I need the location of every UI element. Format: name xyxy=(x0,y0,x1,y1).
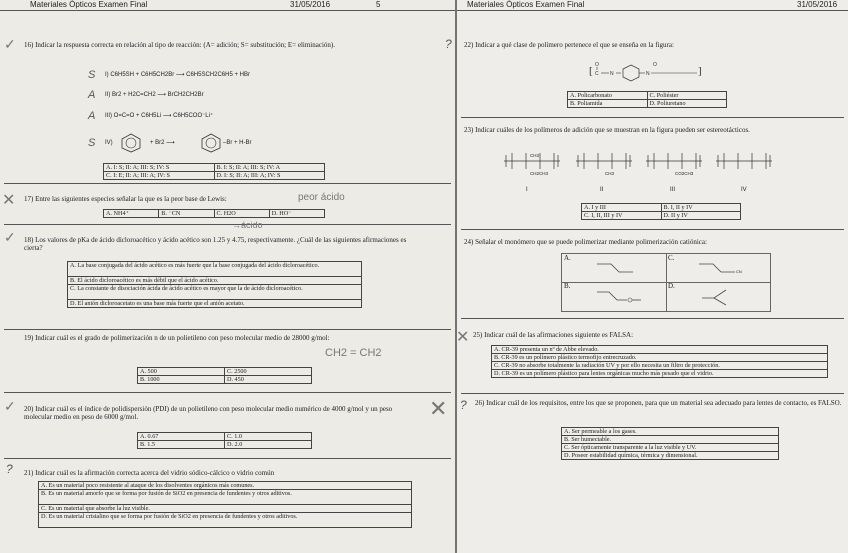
divider xyxy=(461,393,844,394)
option-c[interactable]: C. Es un material que absorbe la luz visible. xyxy=(39,505,411,513)
option-b[interactable]: B. Es un material amorfo que se forma por fusión de SiO2 en presencia de fundentes y otros aditivos. xyxy=(39,490,411,505)
substituent-label: CH3 xyxy=(605,171,615,176)
divider xyxy=(4,329,451,330)
option-a[interactable]: A. NH4⁺ xyxy=(104,210,159,218)
option-a[interactable]: A. Policarbonato xyxy=(568,92,648,100)
option-b[interactable]: B. I, II y IV xyxy=(661,204,741,212)
option-b[interactable]: B. Ser humectable. xyxy=(562,436,778,444)
option-d[interactable]: D. 450 xyxy=(225,376,312,384)
check-mark: ✓ xyxy=(4,229,16,245)
exam-title: Materiales Ópticos Examen Final xyxy=(467,0,585,9)
question-mark: ? xyxy=(445,37,452,51)
polymer-structure-icon xyxy=(587,58,717,84)
option-d[interactable]: D. I: S; II: A; III: A; IV: S xyxy=(214,172,325,180)
option-b[interactable]: B. 1000 xyxy=(138,376,225,384)
option-b[interactable]: B. 1.5 xyxy=(138,441,225,449)
option-d[interactable]: D. CR-39 es un polímero plástico para lentes orgánicas mucho más pesado que el vidrio. xyxy=(494,370,714,377)
nitrile-label: CN xyxy=(736,269,742,274)
reaction-iii: III) O=C=O + C6H5Li ⟶ C6H5COO⁻Li⁺ xyxy=(105,113,214,119)
option-b[interactable]: B. I: S; II: A; III: S; IV: A xyxy=(214,164,325,172)
handwritten-note: CH2 = CH2 xyxy=(325,347,382,359)
option-a[interactable]: A. Es un material poco resistente al ataque de los disolventes orgánicos más comunes. xyxy=(39,482,411,490)
question-mark: ? xyxy=(460,398,467,412)
monomer-d-icon xyxy=(700,288,734,306)
option-b[interactable]: B. xyxy=(564,282,571,290)
question-24-text: 24) Señalar el monómero que se puede polimerizar mediante polimerización catiónica: xyxy=(464,238,707,246)
question-21-text: 21) Indicar cuál es la afirmación correcta acerca del vidrio sódico-cálcico o vidrio común xyxy=(24,469,275,477)
check-mark: ✓ xyxy=(4,36,16,52)
question-20-text: 20) Indicar cuál es el índice de polidispersión (PDI) de un polietileno con peso molecular medio numérico de 4000 g/mol y un peso molecular medio en peso de 6000 g/mol. xyxy=(24,405,393,421)
q25-options xyxy=(491,345,828,378)
svg-text:N: N xyxy=(646,71,650,77)
option-d[interactable]: D. Poseer estabilidad química, térmica y dimensional. xyxy=(564,452,698,459)
handwritten-note: peor ácido xyxy=(298,192,345,203)
monomer-b-icon xyxy=(595,288,645,306)
q20-options xyxy=(137,432,312,449)
handwritten-note: →ácido xyxy=(232,220,263,230)
option-a[interactable]: A. CR-39 presenta un nº de Abbe elevado. xyxy=(492,346,827,354)
reaction-iv-label: IV) xyxy=(105,140,113,146)
option-c[interactable]: C. 1.0 xyxy=(225,433,312,441)
question-19-text: 19) Indicar cuál es el grado de polimerización n de un polietileno con peso molecular medio de 28000 g/mol: xyxy=(24,334,330,342)
exam-title: Materiales Ópticos Examen Final xyxy=(30,0,148,9)
benzene-ring-icon xyxy=(120,133,142,153)
exam-date: 31/05/2016 xyxy=(290,0,331,9)
option-c[interactable]: C. Ser ópticamente transparente a la luz visible y UV. xyxy=(562,444,778,452)
svg-text:]: ] xyxy=(698,65,702,77)
cross-mark: ✕ xyxy=(2,192,16,209)
option-c[interactable]: C. I, II, III y IV xyxy=(582,212,662,220)
option-a[interactable]: A. I y III xyxy=(582,204,662,212)
exam-date: 31/05/2016 xyxy=(797,0,838,9)
divider xyxy=(461,229,844,230)
option-c[interactable]: C. xyxy=(668,254,675,262)
structure-label: III xyxy=(670,187,676,193)
option-d[interactable]: D. El anión dicloroacetato es una base más fuerte que el anión acetato. xyxy=(70,300,245,307)
option-d[interactable]: D. HO⁻ xyxy=(269,210,324,218)
divider xyxy=(4,183,451,184)
answer-mark: S xyxy=(88,69,96,81)
page-header xyxy=(457,0,848,11)
option-d[interactable]: D. xyxy=(668,282,675,290)
question-18-text: 18) Los valores de pKa de ácido dicloroacético y ácido acético son 1.25 y 4.75, respectivamente. ¿Cuál de las siguientes afirmaciones es cierta? xyxy=(24,236,407,252)
q21-options xyxy=(38,481,412,528)
substituent-label: CO2CH3 xyxy=(675,171,694,176)
page-header xyxy=(0,0,455,11)
option-a[interactable]: A. Ser permeable a los gases. xyxy=(562,428,778,436)
structure-label: I xyxy=(526,187,528,193)
answer-mark: S xyxy=(88,137,96,149)
option-c[interactable]: C. I: E; II: A; III: A; IV: S xyxy=(104,172,215,180)
question-26-text: 26) Indicar cuál de los requisitos, entre los que se proponen, para que un material sea adecuado para lentes de contacto, es FALSO. xyxy=(475,399,842,407)
question-22-text: 22) Indicar a qué clase de polímero pertenece el que se enseña en la figura: xyxy=(464,41,674,49)
divider xyxy=(4,458,451,459)
q23-options xyxy=(581,203,741,220)
option-c[interactable]: C. 2500 xyxy=(225,368,312,376)
page-number: 5 xyxy=(376,0,381,9)
option-c[interactable]: C. Poliéster xyxy=(647,92,727,100)
structure-label: II xyxy=(600,187,604,193)
q19-options xyxy=(137,367,312,384)
question-17-text: 17) Entre las siguientes especies señalar la que es la peor base de Lewis: xyxy=(24,195,227,203)
question-25-text: 25) Indicar cuál de las afirmaciones siguiente es FALSA: xyxy=(473,331,634,339)
reaction-iv-reagent: + Br2 ⟶ xyxy=(150,140,175,146)
reaction-i: I) C6H5SH + C6H5CH2Br ⟶ C6H5SCH2C6H5 + HBr xyxy=(105,72,250,78)
check-mark: ✓ xyxy=(4,398,16,414)
cross-mark: ✕ xyxy=(456,329,470,346)
option-d[interactable]: D. 2.0 xyxy=(225,441,312,449)
substituent-label: CH3 xyxy=(530,153,540,158)
monomer-a-icon xyxy=(595,260,635,278)
polymer-chains-figure xyxy=(502,141,792,187)
benzene-ring-icon xyxy=(200,133,222,153)
option-b[interactable]: B. Poliamida xyxy=(568,100,648,108)
q26-options xyxy=(561,427,779,460)
question-mark: ? xyxy=(6,462,13,476)
divider xyxy=(4,392,451,393)
option-d[interactable]: D. Poliuretano xyxy=(647,100,727,108)
option-c[interactable]: C. CR-39 no absorbe totalmente la radiación UV y por ello necesita un filtro de protección. xyxy=(492,362,827,370)
q18-options xyxy=(67,261,362,308)
option-b[interactable]: B. CR-39 es un polímero plástico termofijo entrecruzado. xyxy=(492,354,827,362)
answer-mark: A xyxy=(88,89,96,101)
q16-options xyxy=(103,163,325,180)
svg-text:O: O xyxy=(595,62,599,68)
svg-text:N: N xyxy=(610,71,614,77)
option-a[interactable]: A. La base conjugada del ácido acético es más fuerte que la base conjugada del ácido dicloroacético. xyxy=(68,262,361,277)
option-d[interactable]: D. Es un material cristalino que se forma por fusión de SiO2 en presencia de fundentes y otros aditivos. xyxy=(41,513,298,520)
answer-mark: A xyxy=(88,110,96,122)
substituent-label: CH2CH3 xyxy=(530,171,549,176)
divider xyxy=(461,318,844,319)
q22-options xyxy=(567,91,727,108)
option-c[interactable]: C. La constante de disociación ácida de ácido acético es mayor que la de ácido dicloroacético. xyxy=(68,285,361,300)
reaction-ii: II) Br2 + H2C=CH2 ⟶ BrCH2CH2Br xyxy=(105,92,204,98)
question-16-text: 16) Indicar la respuesta correcta en relación al tipo de reacción: (A= adición; S= substitución; E= eliminación). xyxy=(24,41,335,49)
option-a[interactable]: A. I: S; II: A; III: S; IV: S xyxy=(104,164,215,172)
option-a[interactable]: A. 0.67 xyxy=(138,433,225,441)
cross-mark: ✕ xyxy=(429,396,448,421)
option-a[interactable]: A. xyxy=(564,254,571,262)
option-a[interactable]: A. 500 xyxy=(138,368,225,376)
option-b[interactable]: B. ⁻CN xyxy=(159,210,214,218)
divider xyxy=(4,224,451,225)
option-b[interactable]: B. El ácido dicloroacético es más débil que el ácido acético. xyxy=(68,277,361,285)
option-c[interactable]: C. H2O xyxy=(214,210,269,218)
reaction-iv-product: –Br + H-Br xyxy=(223,140,252,146)
option-d[interactable]: D. II y IV xyxy=(661,212,741,220)
q17-options xyxy=(103,209,325,218)
svg-text:C: C xyxy=(595,71,599,77)
divider xyxy=(461,117,844,118)
exam-page-right xyxy=(429,0,848,553)
structure-label: IV xyxy=(741,187,747,193)
question-23-text: 23) Indicar cuáles de los polímeros de adición que se muestran en la figura pueden ser estereotácticos. xyxy=(464,126,750,134)
svg-text:[: [ xyxy=(589,65,593,77)
svg-text:O: O xyxy=(653,62,657,68)
